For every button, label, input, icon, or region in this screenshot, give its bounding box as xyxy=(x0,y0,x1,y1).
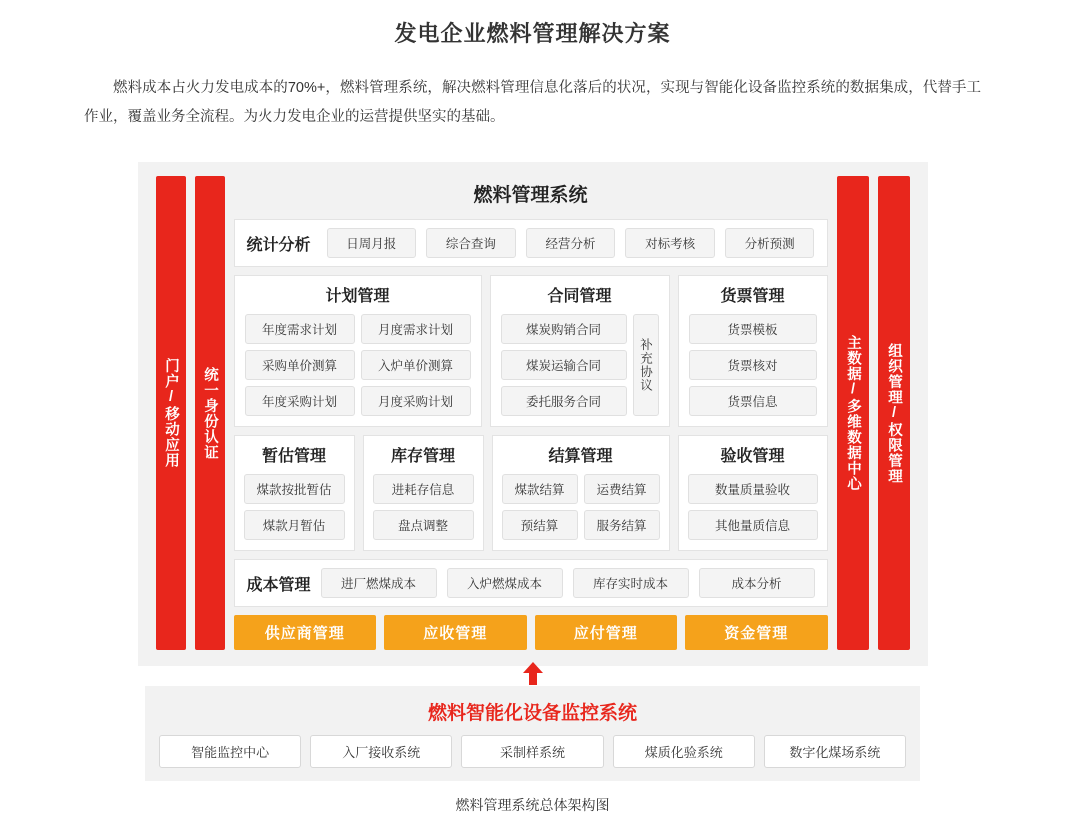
vbar-portal-mobile xyxy=(156,176,186,650)
architecture-frame xyxy=(138,162,928,666)
statistics-item-business-analysis[interactable]: 经营分析 xyxy=(526,228,616,258)
stock-management-title: 库存管理 xyxy=(390,448,455,465)
finance-bar-supplier[interactable]: 供应商管理 xyxy=(234,615,377,650)
plan-management-title: 计划管理 xyxy=(325,288,390,305)
acceptance-item-quantity-quality[interactable]: 数量质量验收 xyxy=(688,474,818,504)
settlement-item-pre-settlement[interactable]: 预结算 xyxy=(502,510,578,540)
monitor-item-inbound-receiving[interactable]: 入厂接收系统 xyxy=(310,735,452,768)
monitor-item-smart-center[interactable]: 智能监控中心 xyxy=(159,735,301,768)
statistics-section xyxy=(234,219,828,267)
monitor-item-digital-coal-yard[interactable]: 数字化煤场系统 xyxy=(764,735,906,768)
acceptance-management-items xyxy=(688,474,818,540)
monitoring-system-items xyxy=(159,735,906,768)
contract-item-coal-sales[interactable]: 煤炭购销合同 xyxy=(501,314,627,344)
system-title: 燃料管理系统 xyxy=(473,185,588,206)
stock-management-card xyxy=(363,435,484,551)
plan-item-annual-demand[interactable]: 年度需求计划 xyxy=(245,314,355,344)
stock-management-items xyxy=(373,474,474,540)
architecture-row xyxy=(156,176,910,650)
statistics-label: 统计分析 xyxy=(246,236,311,254)
vbar-unified-auth-label: 统一身份认证 xyxy=(202,366,219,460)
vbar-master-data-center-label: 主数据/多维数据中心 xyxy=(845,334,862,492)
contract-item-service[interactable]: 委托服务合同 xyxy=(501,386,627,416)
statistics-item-forecast[interactable]: 分析预测 xyxy=(725,228,815,258)
settlement-item-coal-payment[interactable]: 煤款结算 xyxy=(502,474,578,504)
middle-row-lower xyxy=(234,435,828,551)
vbar-org-permission xyxy=(878,176,910,650)
monitor-item-coal-quality-lab[interactable]: 煤质化验系统 xyxy=(613,735,755,768)
estimate-item-monthly[interactable]: 煤款月暂估 xyxy=(244,510,345,540)
plan-item-monthly-demand[interactable]: 月度需求计划 xyxy=(361,314,471,344)
finance-bar-payable[interactable]: 应付管理 xyxy=(535,615,678,650)
ticket-management-title: 货票管理 xyxy=(720,288,785,305)
vbar-portal-mobile-label: 门户/移动应用 xyxy=(163,358,180,468)
finance-bar-receivable[interactable]: 应收管理 xyxy=(384,615,527,650)
cost-item-analysis[interactable]: 成本分析 xyxy=(699,568,815,598)
ticket-item-template[interactable]: 货票模板 xyxy=(689,314,817,344)
plan-item-annual-purchase[interactable]: 年度采购计划 xyxy=(245,386,355,416)
statistics-item-comprehensive-query[interactable]: 综合查询 xyxy=(426,228,516,258)
plan-item-furnace-price[interactable]: 入炉单价测算 xyxy=(361,350,471,380)
plan-item-purchase-price[interactable]: 采购单价测算 xyxy=(245,350,355,380)
stock-item-flow-info[interactable]: 进耗存信息 xyxy=(373,474,474,504)
contract-item-supplementary-agreement[interactable] xyxy=(633,314,659,416)
statistics-item-benchmarking[interactable]: 对标考核 xyxy=(625,228,715,258)
estimate-management-card xyxy=(234,435,355,551)
middle-row-upper xyxy=(234,275,828,427)
architecture-diagram xyxy=(138,162,928,815)
ticket-item-check[interactable]: 货票核对 xyxy=(689,350,817,380)
settlement-management-items xyxy=(502,474,660,540)
plan-management-items xyxy=(245,314,471,416)
cost-item-realtime-stock[interactable]: 库存实时成本 xyxy=(573,568,689,598)
plan-management-card xyxy=(234,275,482,427)
stock-item-adjustment[interactable]: 盘点调整 xyxy=(373,510,474,540)
acceptance-management-card xyxy=(678,435,828,551)
settlement-item-freight[interactable]: 运费结算 xyxy=(584,474,660,504)
settlement-management-title: 结算管理 xyxy=(548,448,613,465)
settlement-management-card xyxy=(492,435,670,551)
contract-management-title: 合同管理 xyxy=(547,288,612,305)
estimate-management-title: 暂估管理 xyxy=(261,448,326,465)
cost-management-label: 成本管理 xyxy=(246,576,311,594)
monitoring-system-frame xyxy=(145,686,920,781)
intro-paragraph: 燃料成本占火力发电成本的70%+，燃料管理系统，解决燃料管理信息化落后的状况，实现与智能化设备监控系统的数据集成，代替手工作业，覆盖业务全流程。为火力发电企业的运营提供坚实的基础。 xyxy=(84,80,981,125)
acceptance-item-other-info[interactable]: 其他量质信息 xyxy=(688,510,818,540)
contract-item-coal-transport[interactable]: 煤炭运输合同 xyxy=(501,350,627,380)
monitor-item-sampling[interactable]: 采制样系统 xyxy=(461,735,603,768)
cost-item-furnace-coal[interactable]: 入炉燃煤成本 xyxy=(447,568,563,598)
acceptance-management-title: 验收管理 xyxy=(720,448,785,465)
diagram-caption: 燃料管理系统总体架构图 xyxy=(455,797,610,813)
estimate-item-batch[interactable]: 煤款按批暂估 xyxy=(244,474,345,504)
ticket-management-card xyxy=(678,275,828,427)
plan-item-monthly-purchase[interactable]: 月度采购计划 xyxy=(361,386,471,416)
settlement-item-service[interactable]: 服务结算 xyxy=(584,510,660,540)
finance-bar-funds[interactable]: 资金管理 xyxy=(685,615,828,650)
contract-management-items xyxy=(501,314,627,416)
connector-arrow-wrap xyxy=(138,666,928,686)
page-title: 发电企业燃料管理解决方案 xyxy=(394,21,671,46)
center-column xyxy=(234,176,828,650)
ticket-item-info[interactable]: 货票信息 xyxy=(689,386,817,416)
finance-bar-row xyxy=(234,615,828,650)
monitoring-system-title: 燃料智能化设备监控系统 xyxy=(427,703,637,724)
vbar-unified-auth xyxy=(195,176,225,650)
contract-management-body xyxy=(501,314,659,416)
vbar-master-data-center xyxy=(837,176,869,650)
vbar-org-permission-label: 组织管理/权限管理 xyxy=(886,342,903,484)
contract-management-card xyxy=(490,275,670,427)
estimate-management-items xyxy=(244,474,345,540)
cost-item-inbound-coal[interactable]: 进厂燃煤成本 xyxy=(321,568,437,598)
ticket-management-items xyxy=(689,314,817,416)
contract-supplementary-label: 补充协议 xyxy=(638,338,653,392)
statistics-item-daily-report[interactable]: 日周月报 xyxy=(327,228,417,258)
cost-management-section xyxy=(234,559,828,607)
